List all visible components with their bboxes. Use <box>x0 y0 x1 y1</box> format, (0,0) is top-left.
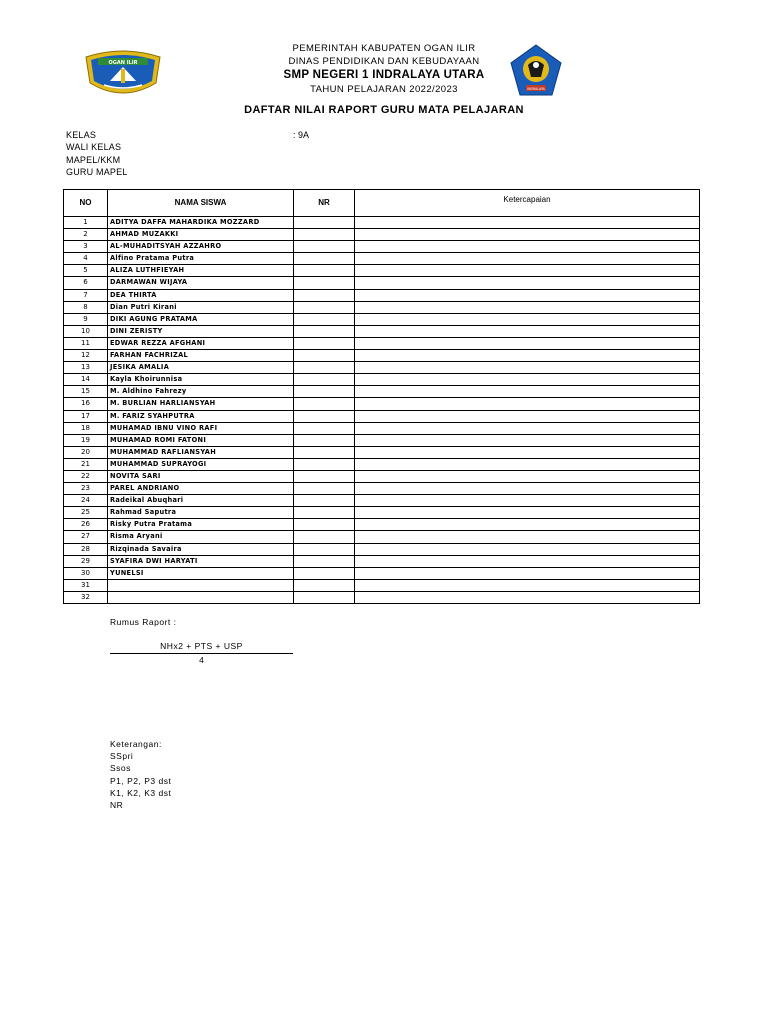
table-row <box>64 470 700 482</box>
student-name <box>108 591 294 603</box>
row-number: 25 <box>64 507 108 519</box>
formula-numerator: NHx2 + PTS + USP <box>110 641 293 654</box>
student-name: PAREL ANDRIANO <box>108 483 294 495</box>
table-row <box>64 337 700 349</box>
student-name: Risky Putra Pratama <box>108 519 294 531</box>
table-row <box>64 483 700 495</box>
table-row <box>64 374 700 386</box>
table-row <box>64 229 700 241</box>
row-number: 2 <box>64 229 108 241</box>
notes-section <box>110 738 171 811</box>
nr-cell <box>294 567 355 579</box>
table-row <box>64 531 700 543</box>
student-name <box>108 579 294 591</box>
nr-cell <box>294 325 355 337</box>
grades-table <box>63 189 700 604</box>
header-nr: NR <box>294 190 355 217</box>
note-item: NR <box>110 799 124 810</box>
student-name: DINI ZERISTY <box>108 325 294 337</box>
ketercapaian-cell <box>355 398 700 410</box>
ketercapaian-cell <box>355 313 700 325</box>
row-number: 7 <box>64 289 108 301</box>
ketercapaian-cell <box>355 579 700 591</box>
table-row <box>64 519 700 531</box>
ketercapaian-cell <box>355 241 700 253</box>
student-name: YUNELSI <box>108 567 294 579</box>
student-name: MUHAMAD ROMI FATONI <box>108 434 294 446</box>
row-number: 17 <box>64 410 108 422</box>
row-number: 15 <box>64 386 108 398</box>
student-name: FARHAN FACHRIZAL <box>108 350 294 362</box>
student-name: Radeikal Abuqhari <box>108 495 294 507</box>
mapel-kkm-label: MAPEL/KKM <box>66 154 121 165</box>
nr-cell <box>294 591 355 603</box>
row-number: 13 <box>64 362 108 374</box>
letterhead <box>0 42 768 96</box>
table-header-row <box>64 190 700 217</box>
row-number: 3 <box>64 241 108 253</box>
nr-cell <box>294 410 355 422</box>
academic-year: TAHUN PELAJARAN 2022/2023 <box>310 84 458 95</box>
note-item: P1, P2, P3 dst <box>110 775 172 786</box>
note-item: Ssos <box>110 763 131 774</box>
nr-cell <box>294 277 355 289</box>
row-number: 20 <box>64 446 108 458</box>
left-logo-text: OGAN ILIR <box>108 60 138 66</box>
ketercapaian-cell <box>355 410 700 422</box>
row-number: 23 <box>64 483 108 495</box>
nr-cell <box>294 337 355 349</box>
table-row <box>64 422 700 434</box>
formula-denominator: 4 <box>199 655 204 665</box>
row-number: 19 <box>64 434 108 446</box>
student-name: AL-MUHADITSYAH AZZAHRO <box>108 241 294 253</box>
table-row <box>64 301 700 313</box>
table-row <box>64 446 700 458</box>
nr-cell <box>294 531 355 543</box>
row-number: 8 <box>64 301 108 313</box>
nr-cell <box>294 495 355 507</box>
row-number: 30 <box>64 567 108 579</box>
student-name: M. FARIZ SYAHPUTRA <box>108 410 294 422</box>
student-name: DARMAWAN WIJAYA <box>108 277 294 289</box>
nr-cell <box>294 253 355 265</box>
student-name: Rahmad Saputra <box>108 507 294 519</box>
row-number: 11 <box>64 337 108 349</box>
student-name: Rizqinada Savaira <box>108 543 294 555</box>
ketercapaian-cell <box>355 374 700 386</box>
table-row <box>64 591 700 603</box>
table-row <box>64 277 700 289</box>
table-row <box>64 434 700 446</box>
table-row <box>64 253 700 265</box>
row-number: 26 <box>64 519 108 531</box>
ketercapaian-cell <box>355 265 700 277</box>
header-ketercapaian: Ketercapaian <box>355 190 700 217</box>
student-name: Kayla Khoirunnisa <box>108 374 294 386</box>
student-name: MUHAMMAD SUPRAYOGI <box>108 458 294 470</box>
student-name: SYAFIRA DWI HARYATI <box>108 555 294 567</box>
ketercapaian-cell <box>355 337 700 349</box>
nr-cell <box>294 241 355 253</box>
table-row <box>64 386 700 398</box>
row-number: 18 <box>64 422 108 434</box>
ketercapaian-cell <box>355 495 700 507</box>
header-no: NO <box>64 190 108 217</box>
table-row <box>64 313 700 325</box>
nr-cell <box>294 579 355 591</box>
table-row <box>64 362 700 374</box>
nr-cell <box>294 362 355 374</box>
table-row <box>64 325 700 337</box>
ketercapaian-cell <box>355 217 700 229</box>
nr-cell <box>294 301 355 313</box>
table-row <box>64 398 700 410</box>
notes-title: Keterangan: <box>110 739 162 749</box>
row-number: 28 <box>64 543 108 555</box>
ketercapaian-cell <box>355 567 700 579</box>
nr-cell <box>294 434 355 446</box>
right-logo-text: INDRALAYA <box>527 86 545 91</box>
student-name: MUHAMAD IBNU VINO RAFI <box>108 422 294 434</box>
nr-cell <box>294 446 355 458</box>
nr-cell <box>294 398 355 410</box>
kelas-value: : 9A <box>293 130 310 140</box>
row-number: 12 <box>64 350 108 362</box>
nr-cell <box>294 217 355 229</box>
ketercapaian-cell <box>355 325 700 337</box>
nr-cell <box>294 265 355 277</box>
student-name: EDWAR REZZA AFGHANI <box>108 337 294 349</box>
ketercapaian-cell <box>355 519 700 531</box>
ketercapaian-cell <box>355 434 700 446</box>
ketercapaian-cell <box>355 591 700 603</box>
table-row <box>64 495 700 507</box>
nr-cell <box>294 386 355 398</box>
class-info <box>66 129 128 178</box>
nr-cell <box>294 313 355 325</box>
ketercapaian-cell <box>355 350 700 362</box>
note-item: SSpri <box>110 751 134 762</box>
nr-cell <box>294 289 355 301</box>
row-number: 10 <box>64 325 108 337</box>
ketercapaian-cell <box>355 301 700 313</box>
student-name: DEA THIRTA <box>108 289 294 301</box>
table-row <box>64 555 700 567</box>
student-name: JESIKA AMALIA <box>108 362 294 374</box>
document-title: DAFTAR NILAI RAPORT GURU MATA PELAJARAN <box>244 104 524 116</box>
table-row <box>64 579 700 591</box>
row-number: 6 <box>64 277 108 289</box>
table-row <box>64 458 700 470</box>
table-row <box>64 217 700 229</box>
ketercapaian-cell <box>355 362 700 374</box>
nr-cell <box>294 470 355 482</box>
student-name: NOVITA SARI <box>108 470 294 482</box>
row-number: 5 <box>64 265 108 277</box>
student-name: MUHAMMAD RAFLIANSYAH <box>108 446 294 458</box>
row-number: 27 <box>64 531 108 543</box>
student-name: ALIZA LUTHFIEYAH <box>108 265 294 277</box>
row-number: 29 <box>64 555 108 567</box>
nr-cell <box>294 229 355 241</box>
row-number: 22 <box>64 470 108 482</box>
ketercapaian-cell <box>355 277 700 289</box>
student-name: Alfino Pratama Putra <box>108 253 294 265</box>
table-row <box>64 507 700 519</box>
table-row <box>64 350 700 362</box>
table-row <box>64 265 700 277</box>
formula-label: Rumus Raport : <box>110 617 177 627</box>
student-name: DIKI AGUNG PRATAMA <box>108 313 294 325</box>
table-row <box>64 543 700 555</box>
nr-cell <box>294 507 355 519</box>
kelas-label: KELAS <box>66 130 97 140</box>
table-row <box>64 241 700 253</box>
ketercapaian-cell <box>355 289 700 301</box>
ketercapaian-cell <box>355 543 700 555</box>
row-number: 9 <box>64 313 108 325</box>
ketercapaian-cell <box>355 458 700 470</box>
header-nama-siswa: NAMA SISWA <box>108 190 294 217</box>
ketercapaian-cell <box>355 229 700 241</box>
ketercapaian-cell <box>355 446 700 458</box>
nr-cell <box>294 458 355 470</box>
nr-cell <box>294 555 355 567</box>
nr-cell <box>294 350 355 362</box>
note-item: K1, K2, K3 dst <box>110 787 172 798</box>
nr-cell <box>294 483 355 495</box>
table-row <box>64 289 700 301</box>
student-name: ADITYA DAFFA MAHARDIKA MOZZARD <box>108 217 294 229</box>
row-number: 32 <box>64 591 108 603</box>
table-row <box>64 410 700 422</box>
guru-mapel-label: GURU MAPEL <box>66 166 128 177</box>
table-row <box>64 567 700 579</box>
row-number: 14 <box>64 374 108 386</box>
student-name: M. Aldhino Fahrezy <box>108 386 294 398</box>
government-name: PEMERINTAH KABUPATEN OGAN ILIR <box>292 43 476 54</box>
student-name: AHMAD MUZAKKI <box>108 229 294 241</box>
row-number: 24 <box>64 495 108 507</box>
ketercapaian-cell <box>355 555 700 567</box>
row-number: 31 <box>64 579 108 591</box>
nr-cell <box>294 543 355 555</box>
row-number: 4 <box>64 253 108 265</box>
department-name: DINAS PENDIDIKAN DAN KEBUDAYAAN <box>288 56 480 67</box>
row-number: 21 <box>64 458 108 470</box>
wali-kelas-label: WALI KELAS <box>66 142 122 153</box>
student-name: Risma Aryani <box>108 531 294 543</box>
row-number: 16 <box>64 398 108 410</box>
ketercapaian-cell <box>355 386 700 398</box>
ketercapaian-cell <box>355 253 700 265</box>
row-number: 1 <box>64 217 108 229</box>
ketercapaian-cell <box>355 507 700 519</box>
student-name: M. BURLIAN HARLIANSYAH <box>108 398 294 410</box>
ketercapaian-cell <box>355 531 700 543</box>
school-name: SMP NEGERI 1 INDRALAYA UTARA <box>283 69 485 81</box>
ketercapaian-cell <box>355 483 700 495</box>
nr-cell <box>294 422 355 434</box>
nr-cell <box>294 519 355 531</box>
nr-cell <box>294 374 355 386</box>
student-name: Dian Putri Kirani <box>108 301 294 313</box>
ketercapaian-cell <box>355 470 700 482</box>
ketercapaian-cell <box>355 422 700 434</box>
